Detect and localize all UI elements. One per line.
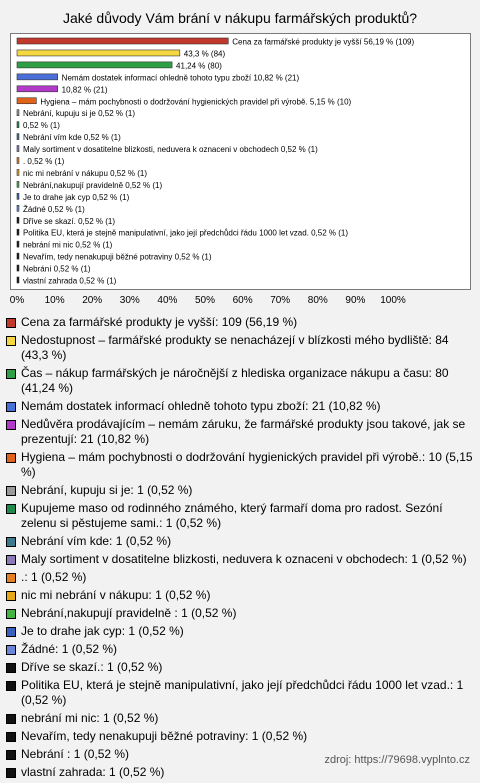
x-tick-label: 90% [345, 295, 366, 306]
bar-label-11: nic mi nebrání v nákupu 0,52 % (1) [22, 168, 148, 178]
bar-8 [17, 134, 19, 140]
legend-swatch [6, 318, 16, 328]
legend-label: .: 1 (0,52 %) [21, 570, 87, 584]
legend-item [6, 642, 476, 657]
plot-area [10, 33, 471, 290]
chart-title: Jaké důvody Vám brání v nákupu farmářských produktů? [62, 10, 418, 26]
bar-label-6: Nebrání, kupuju si je 0,52 % (1) [22, 109, 136, 119]
legend-label: Čas – nákup farmářských je náročnější z hlediska organizace nákupu a času: 80 (41,24 %) [21, 366, 449, 395]
bar-16 [17, 229, 19, 235]
legend-item [6, 660, 476, 675]
bar-label-0: Cena za farmářské produkty je vyšší 56,19 % (109) [232, 37, 415, 47]
legend-item [6, 624, 476, 639]
bar-7 [17, 122, 19, 128]
bar-label-19: Nebrání 0,52 % (1) [22, 264, 91, 274]
bar-20 [17, 277, 19, 283]
legend-swatch [6, 768, 16, 778]
bar-4 [17, 86, 58, 92]
legend-swatch [6, 504, 16, 514]
source-credit: zdroj: https://79698.vyplnto.cz [324, 754, 470, 766]
legend-swatch [6, 537, 16, 547]
legend-item [6, 588, 476, 603]
legend-label: Nebrání, kupuju si je: 1 (0,52 %) [21, 483, 193, 497]
legend-swatch [6, 609, 16, 619]
legend-label: Nebrání : 1 (0,52 %) [21, 747, 130, 761]
bar-label-13: Je to drahe jak cyp 0,52 % (1) [22, 192, 130, 202]
bar-label-5: Hygiena – mám pochybnosti o dodržování hygienických pravidel při výrobě. 5,15 % (10) [40, 97, 352, 107]
bar-2 [17, 62, 172, 68]
legend-label: Žádné: 1 (0,52 %) [21, 642, 118, 656]
legend-label: Nemám dostatek informací ohledně tohoto typu zboží: 21 (10,82 %) [21, 399, 381, 413]
legend-item [6, 534, 476, 549]
legend-item [6, 501, 476, 531]
legend-item [6, 399, 476, 414]
legend-swatch [6, 681, 16, 691]
legend-swatch [6, 369, 16, 379]
legend-item [6, 765, 476, 780]
x-axis [0, 290, 480, 310]
x-tick-label: 50% [194, 295, 216, 306]
bar-label-20: vlastní zahrada 0,52 % (1) [22, 276, 117, 286]
bar-label-4: 10,82 % (21) [61, 85, 108, 95]
bar-label-17: nebrání mi nic 0,52 % (1) [22, 240, 113, 250]
legend-item [6, 366, 476, 396]
legend-label: Nevařím, tedy nenakupuji běžné potraviny: 1 (0,52 %) [21, 729, 308, 743]
legend-label: nic mi nebrání v nákupu: 1 (0,52 %) [21, 588, 211, 602]
bar-label-7: 0,52 % (1) [22, 121, 60, 131]
legend-swatch [6, 555, 16, 565]
legend-swatch [6, 714, 16, 724]
bar-17 [17, 241, 19, 247]
legend-label: Hygiena – mám pochybnosti o dodržování hygienických pravidel při výrobě.: 10 (5,15 %) [21, 450, 473, 479]
x-tick-label: 20% [82, 295, 103, 306]
x-tick-label: 30% [119, 295, 140, 306]
bar-12 [17, 181, 19, 187]
legend-swatch [6, 732, 16, 742]
x-tick-label: 60% [232, 295, 253, 306]
legend-item [6, 552, 476, 567]
bar-3 [17, 74, 58, 80]
bar-0 [17, 38, 228, 44]
bar-13 [17, 193, 19, 199]
legend-label: Nebrání,nakupují pravidelně : 1 (0,52 %) [21, 606, 237, 620]
legend-item [6, 678, 476, 708]
legend-swatch [6, 453, 16, 463]
legend-label: Nebrání vím kde: 1 (0,52 %) [21, 534, 172, 548]
legend-item [6, 450, 476, 480]
bar-label-18: Nevařím, tedy nenakupuji běžné potraviny 0,52 % (1) [22, 252, 212, 262]
legend-swatch [6, 402, 16, 412]
bar-label-15: Dříve se skazí. 0,52 % (1) [22, 216, 115, 226]
legend-item [6, 570, 476, 585]
legend-swatch [6, 645, 16, 655]
bar-5 [17, 98, 36, 104]
bar-10 [17, 158, 19, 164]
legend-label: Nedostupnost – farmářské produkty se nenacházejí v blízkosti mého bydliště: 84 (43,3 %) [21, 333, 449, 362]
legend-swatch [6, 420, 16, 430]
bar-14 [17, 205, 19, 211]
legend-swatch [6, 486, 16, 496]
legend-item [6, 315, 476, 330]
legend-label: Cena za farmářské produkty je vyšší: 109 (56,19 %) [21, 315, 298, 329]
x-tick-label: 80% [307, 295, 328, 306]
bar-chart [11, 34, 470, 289]
bar-19 [17, 265, 19, 271]
bar-6 [17, 110, 19, 116]
legend [6, 315, 476, 783]
legend-label: nebrání mi nic: 1 (0,52 %) [21, 711, 159, 725]
bar-label-1: 43,3 % (84) [183, 49, 226, 59]
x-tick-label: 0% [9, 295, 25, 306]
legend-label: Maly sortiment v dosatitelne blizkosti, neduvera k oznaceni v obchodech: 1 (0,52 %) [21, 552, 467, 566]
bar-15 [17, 217, 19, 223]
legend-item [6, 729, 476, 744]
bar-label-2: 41,24 % (80) [176, 61, 222, 71]
legend-label: Je to drahe jak cyp: 1 (0,52 %) [21, 624, 184, 638]
bar-label-10: . 0,52 % (1) [22, 157, 65, 166]
legend-swatch [6, 663, 16, 673]
bar-label-8: Nebrání vím kde 0,52 % (1) [22, 133, 121, 143]
legend-label: Kupujeme maso od rodinného známého, který farmaří doma pro radost. Sezóní zelenu si pěstujeme sami.: 1 (0,52 %) [21, 501, 443, 530]
bar-label-3: Nemám dostatek informací ohledně tohoto typu zboží 10,82 % (21) [61, 73, 300, 83]
legend-item [6, 333, 476, 363]
legend-swatch [6, 627, 16, 637]
legend-swatch [6, 573, 16, 583]
legend-label: Politika EU, která je stejně manipulativní, jako její předchůdci řádu 1000 let vzad.: 1 (0,52 %) [21, 678, 464, 707]
bar-label-9: Maly sortiment v dosatitelne blizkosti, neduvera k oznaceni v obchodech 0,52 % (1) [22, 145, 318, 155]
bar-18 [17, 253, 19, 259]
x-tick-label: 40% [157, 295, 178, 306]
legend-item [6, 483, 476, 498]
x-tick-label: 70% [270, 295, 291, 306]
legend-label: vlastní zahrada: 1 (0,52 %) [21, 765, 165, 779]
bar-9 [17, 146, 19, 152]
legend-label: Nedůvěra prodávajícím – nemám záruku, že farmářské produkty jsou takové, jak se prezentují: 21 (10,82 %) [21, 417, 466, 446]
bar-11 [17, 169, 19, 175]
legend-swatch [6, 750, 16, 760]
x-tick-label: 100% [380, 295, 406, 306]
bar-label-14: Žádné 0,52 % (1) [22, 204, 85, 214]
legend-label: Dříve se skazí.: 1 (0,52 %) [21, 660, 163, 674]
bar-label-12: Nebrání,nakupují pravidelně 0,52 % (1) [22, 180, 163, 190]
legend-item [6, 711, 476, 726]
x-tick-label: 10% [44, 295, 65, 306]
bar-label-16: Politika EU, která je stejně manipulativní, jako její předchůdci řádu 1000 let vzad. 0,52 % (1) [22, 228, 349, 238]
legend-swatch [6, 336, 16, 346]
legend-item [6, 606, 476, 621]
legend-item [6, 417, 476, 447]
legend-swatch [6, 591, 16, 601]
bar-1 [17, 50, 180, 56]
